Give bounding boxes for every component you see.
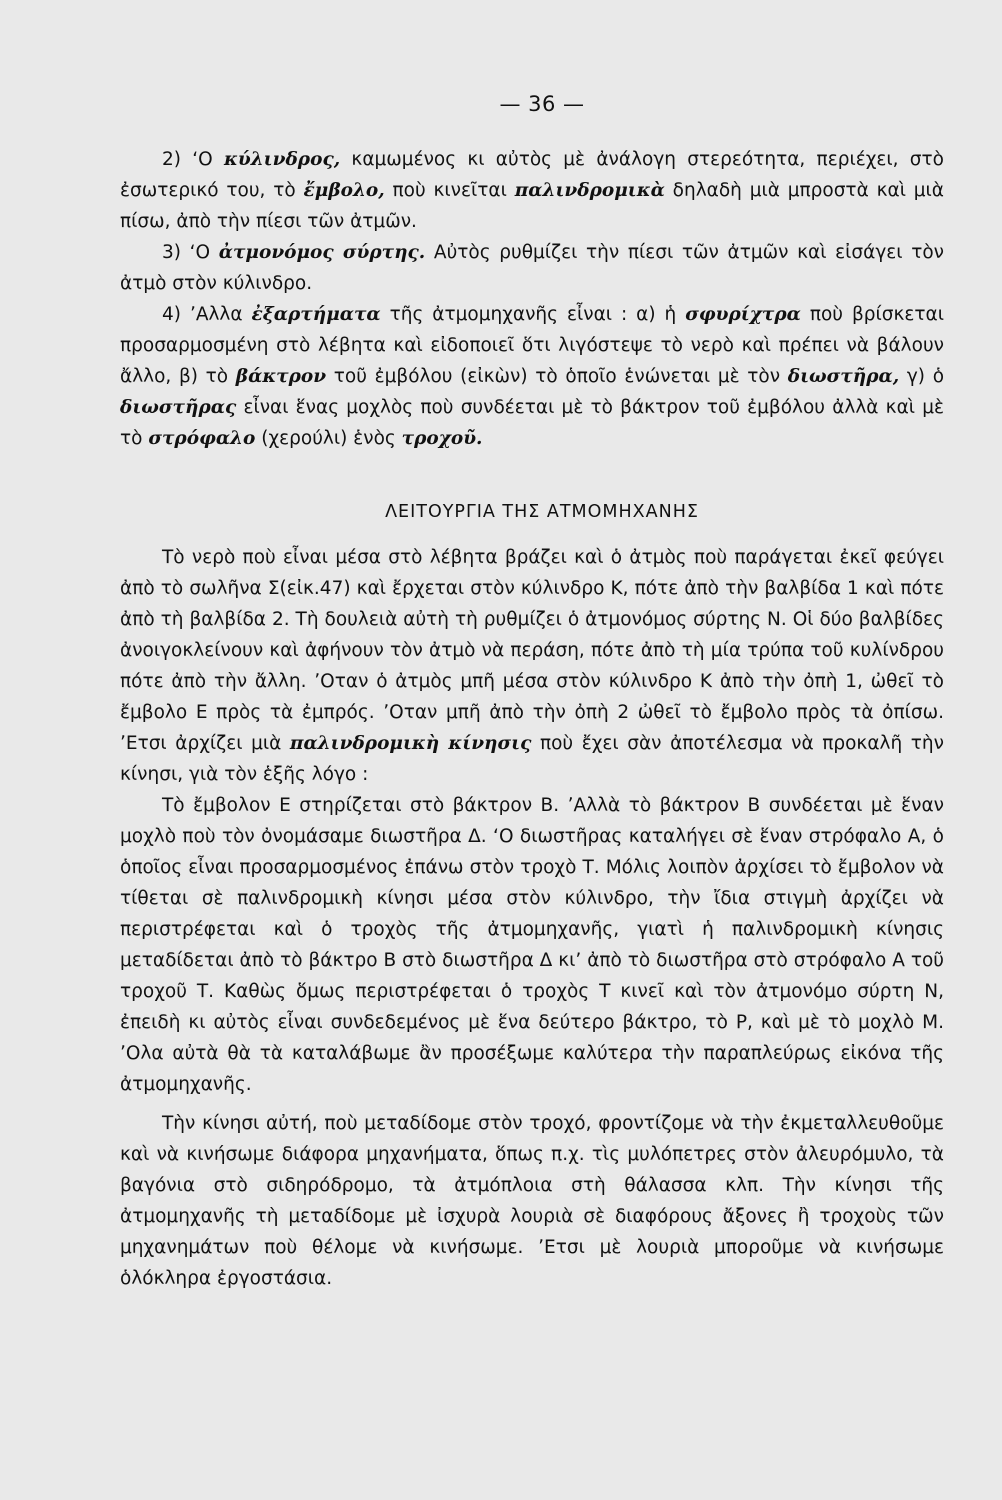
text-run: τῆς ἀτμομηχανῆς εἶναι : α) ἡ — [380, 304, 686, 325]
paragraph-cylinder — [120, 144, 944, 237]
text-run: γ) ὁ — [899, 366, 945, 387]
term-connecting-rod: διωστῆρα, — [787, 366, 900, 387]
paragraph-accessories — [120, 299, 944, 454]
text-run: 2) ‘Ο — [162, 149, 224, 170]
paragraph-operation-1 — [120, 542, 944, 790]
term-crank: στρόφαλο — [148, 428, 256, 449]
term-reciprocating-motion: παλινδρομικὴ κίνησις — [289, 733, 532, 754]
text-run: Αὐτὸς ρυθμίζει τὴν πίεσι τῶν ἀτμῶν καὶ εἰσάγει τὸν ἀτμὸ στὸν κύλινδρο. — [120, 242, 944, 294]
text-run: δηλαδὴ μιὰ μπροστὰ καὶ μιὰ πίσω, ἀπὸ τὴν πίεσι τῶν ἀτμῶν. — [120, 180, 944, 232]
text-run: (χερούλι) ἑνὸς — [255, 428, 402, 449]
text-run: καμωμένος κι αὐτὸς μὲ ἀνάλογη στερεότητα, περιέχει, στὸ ἐσωτερικό του, τὸ — [120, 149, 944, 201]
term-piston-rod: βάκτρον — [235, 366, 327, 387]
term-accessories: ἐξαρτήματα — [251, 304, 381, 325]
text-run: 3) ‘Ο — [162, 242, 219, 263]
term-piston: ἔμβολο, — [303, 180, 385, 201]
paragraph-slide-valve — [120, 237, 944, 299]
term-reciprocating: παλινδρομικὰ — [514, 180, 665, 201]
page-number: — 36 — — [499, 92, 585, 116]
paragraph-gap — [120, 1100, 944, 1108]
term-whistle: σφυρίχτρα — [685, 304, 801, 325]
paragraph-operation-3: Τὴν κίνησι αὐτή, ποὺ μεταδίδομε στὸν τροχό, φροντίζομε νὰ τὴν ἐκμεταλλευθοῦμε καὶ νὰ κινήσωμε διάφορα μηχανήματα, ὅπως π.χ. τὶς μυλόπετρες στὸν ἀλευρόμυλο, τὰ βαγόνια στὸ σιδηρόδρομο, τὰ ἀτμόπλοια στὴ θάλασσα κλπ. Τὴν κίνησι τῆς ἀτμομηχανῆς τὴ μεταδίδομε μὲ ἰσχυρὰ λουριὰ σὲ διαφόρους ἄξονες ἢ τροχοὺς τῶν μηχανημάτων ποὺ θέλομε νὰ κινήσωμε. ʼΕτσι μὲ λουριὰ μποροῦμε νὰ κινήσωμε ὁλόκληρα ἐργοστάσια. — [120, 1113, 944, 1289]
text-run: ποὺ κινεῖται — [384, 180, 515, 201]
text-run: εἶναι ἕνας μοχλὸς ποὺ συνδέεται μὲ τὸ βάκτρον τοῦ ἐμβόλου ἀλλὰ καὶ μὲ τὸ — [120, 397, 944, 449]
term-wheel: τροχοῦ. — [401, 428, 483, 449]
term-slide-valve: ἀτμονόμος σύρτης. — [218, 242, 426, 263]
section-heading: ΛΕΙΤΟΥΡΓΙΑ ΤΗΣ ΑΤΜΟΜΗΧΑΝΗΣ — [385, 502, 699, 522]
term-connecting-rod-2: διωστῆρας — [120, 397, 237, 418]
paragraph-operation-2: Τὸ ἔμβολον Ε στηρίζεται στὸ βάκτρον Β. ʼΑλλὰ τὸ βάκτρον Β συνδέεται μὲ ἕναν μοχλὸ ποὺ τὸν ὀνομάσαμε διωστῆρα Δ. ‘Ο διωστῆρας καταλήγει σὲ ἕναν στρόφαλο Α, ὁ ὁποῖος εἶναι προσαρμοσμένος ἐπάνω στὸν τροχὸ Τ. Μόλις λοιπὸν ἀρχίσει τὸ ἔμβολον νὰ τίθεται σὲ παλινδρομικὴ κίνησι μέσα στὸν κύλινδρο, τὴν ἴδια στιγμὴ ἀρχίζει νὰ περιστρέφεται καὶ ὁ τροχὸς τῆς ἀτμομηχανῆς, γιατὶ ἡ παλινδρομικὴ κίνησις μεταδίδεται ἀπὸ τὸ βάκτρο Β στὸ διωστῆρα Δ κι’ ἀπὸ τὸ διωστῆρα στὸ στρόφαλο Α τοῦ τροχοῦ Τ. Καθὼς ὅμως περιστρέφεται ὁ τροχὸς Τ κινεῖ καὶ τὸν ἀτμονόμο σύρτη Ν, ἐπειδὴ κι αὐτὸς εἶναι συνδεδεμένος μὲ ἕνα δεύτερο βάκτρο, τὸ Ρ, καὶ μὲ τὸ μοχλὸ Μ. ʼΟλα αὐτὰ θὰ τὰ καταλάβωμε ἂν προσέξωμε καλύτερα τὴν παραπλεύρως εἰκόνα τῆς ἀτμομηχανῆς. — [120, 795, 944, 1095]
text-run: Τὸ νερὸ ποὺ εἶναι μέσα στὸ λέβητα βράζει καὶ ὁ ἀτμὸς ποὺ παράγεται ἐκεῖ φεύγει ἀπὸ τὸ σωλῆνα Σ(εἰκ.47) καὶ ἔρχεται στὸν κύλινδρο Κ, πότε ἀπὸ τὴν βαλβίδα 1 καὶ πότε ἀπὸ τὴ βαλβίδα 2. Τὴ δουλειὰ αὐτὴ τὴ ρυθμίζει ὁ ἀτμονόμος σύρτης Ν. Οἱ δύο βαλβίδες ἀνοιγοκλείνουν καὶ ἀφήνουν τὸν ἀτμὸ νὰ περάση, πότε ἀπὸ τὴ μία τρύπα τοῦ κυλίνδρου πότε ἀπὸ τὴν ἄλλη. ʼΟταν ὁ ἀτμὸς μπῆ μέσα στὸν κύλινδρο Κ ἀπὸ τὴν ὀπὴ 1, ὠθεῖ τὸ ἔμβολο Ε πρὸς τὰ ἐμπρός. ʼΟταν μπῆ ἀπὸ τὴν ὀπὴ 2 ὠθεῖ τὸ ἔμβολο πρὸς τὰ ὀπίσω. ʼΕτσι ἀρχίζει μιὰ — [120, 547, 944, 754]
text-run: 4) ʼΑλλα — [162, 304, 252, 325]
text-run: ποὺ βρίσκεται προσαρμοσμένη στὸ λέβητα καὶ εἰδοποιεῖ ὅτι λιγόστεψε τὸ νερὸ καὶ πρέπει νὰ βάλουν ἄλλο, β) τὸ — [120, 304, 944, 387]
term-cylinder: κύλινδρος, — [224, 149, 341, 170]
text-run: τοῦ ἐμβόλου (εἰκὼν) τὸ ὁποῖο ἑνώνεται μὲ τὸν — [326, 366, 788, 387]
text-run: ποὺ ἔχει σὰν ἀποτέλεσμα νὰ προκαλῆ τὴν κίνησι, γιὰ τὸν ἑξῆς λόγο : — [120, 733, 944, 785]
